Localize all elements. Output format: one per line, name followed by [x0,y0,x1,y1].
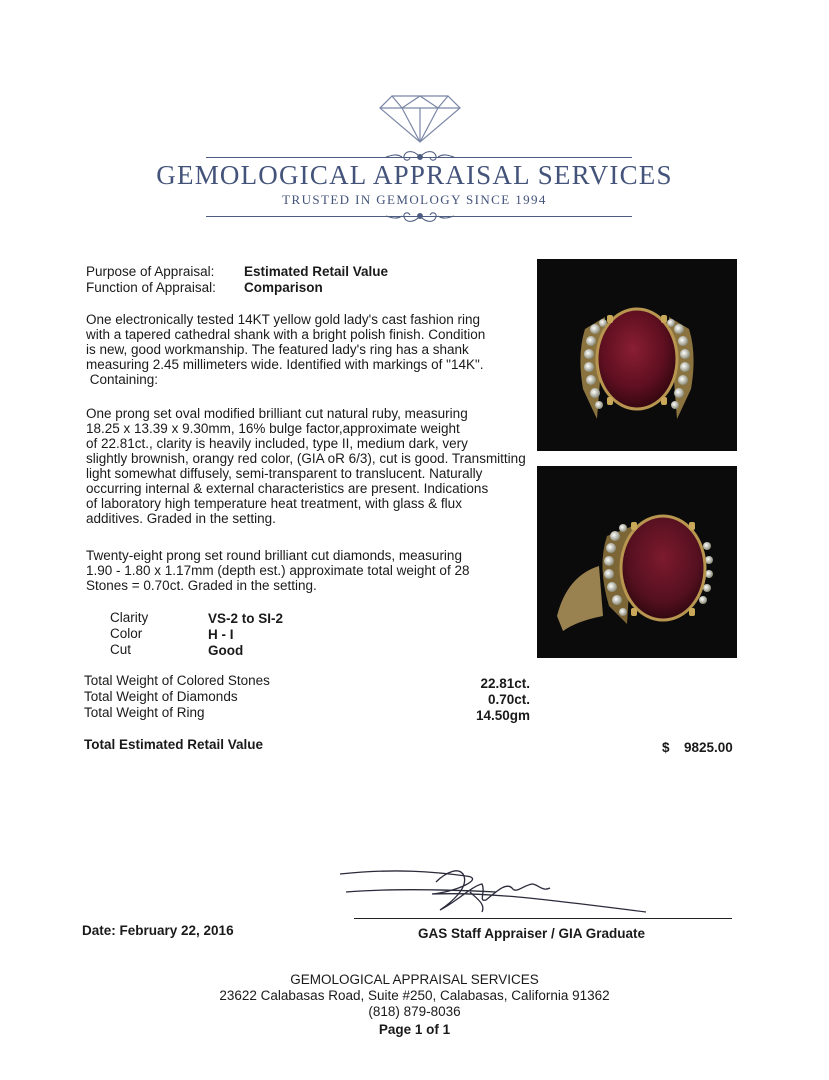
ring-photo-top [537,259,737,451]
total-diamonds-label: Total Weight of Diamonds [84,689,238,704]
function-label: Function of Appraisal: [86,280,216,295]
ring-photo-bottom [537,466,737,658]
signature-line [354,918,732,919]
retail-amount: 9825.00 [684,740,733,755]
total-diamonds-value: 0.70ct. [487,692,530,707]
appraisal-date: Date: February 22, 2016 [82,923,234,938]
flourish-bottom-icon [384,207,456,225]
text-line: One prong set oval modified brilliant cut natural ruby, measuring [86,406,468,421]
appraiser-signature-icon [336,862,656,922]
text-line: occurring internal & external characteristics are present. Indications [86,481,489,496]
diamond-logo-icon [378,94,462,144]
text-line: light somewhat diffusely, semi-transparent to translucent. Naturally [86,466,483,481]
total-ring-label: Total Weight of Ring [84,705,205,720]
text-line: of 22.81ct., clarity is heavily included, type II, medium dark, very [86,436,468,451]
text-line: measuring 2.45 millimeters wide. Identified with markings of "14K". [86,357,484,372]
retail-currency: $ [662,740,670,755]
text-line: Containing: [86,372,159,387]
text-line: additives. Graded in the setting. [86,511,276,526]
page-number: Page 1 of 1 [378,1022,451,1037]
total-colored-label: Total Weight of Colored Stones [84,673,270,688]
ring-top-view-image [537,259,737,451]
appraiser-title: GAS Staff Appraiser / GIA Graduate [418,926,646,941]
description-paragraph-1 [86,312,485,387]
color-label: Color [110,626,143,641]
function-value: Comparison [244,280,323,295]
text-line: Stones = 0.70ct. Graded in the setting. [86,578,317,593]
text-line: One electronically tested 14KT yellow gold lady's cast fashion ring [86,312,481,327]
company-name: GEMOLOGICAL APPRAISAL SERVICES [156,160,673,190]
footer-phone: (818) 879-8036 [368,1004,461,1019]
text-line: with a tapered cathedral shank with a bright polish finish. Condition [86,327,486,342]
ring-side-view-image [537,466,737,658]
clarity-label: Clarity [110,610,149,625]
footer-company: GEMOLOGICAL APPRAISAL SERVICES [290,972,539,987]
company-tagline: TRUSTED IN GEMOLOGY SINCE 1994 [282,192,547,207]
text-line: 18.25 x 13.39 x 9.30mm, 16% bulge factor,approximate weight [86,421,460,436]
description-paragraph-2 [86,406,526,526]
retail-value-label: Total Estimated Retail Value [84,737,264,752]
text-line: Twenty-eight prong set round brilliant cut diamonds, measuring [86,548,462,563]
text-line: of laboratory high temperature heat treatment, with glass & flux [86,496,462,511]
cut-value: Good [208,643,244,658]
text-line: slightly brownish, orangy red color, (GIA oR 6/3), cut is good. Transmitting [86,451,526,466]
total-ring-value: 14.50gm [475,708,530,723]
color-value: H - I [208,627,234,642]
purpose-label: Purpose of Appraisal: [86,264,215,279]
description-paragraph-3 [86,548,469,593]
clarity-value: VS-2 to SI-2 [208,611,284,626]
text-line: 1.90 - 1.80 x 1.17mm (depth est.) approximate total weight of 28 [86,563,470,578]
text-line: is new, good workmanship. The featured lady's ring has a shank [86,342,469,357]
total-colored-value: 22.81ct. [480,676,530,691]
cut-label: Cut [110,642,132,657]
footer-address: 23622 Calabasas Road, Suite #250, Calabasas, California 91362 [219,988,610,1003]
purpose-value: Estimated Retail Value [244,264,389,279]
